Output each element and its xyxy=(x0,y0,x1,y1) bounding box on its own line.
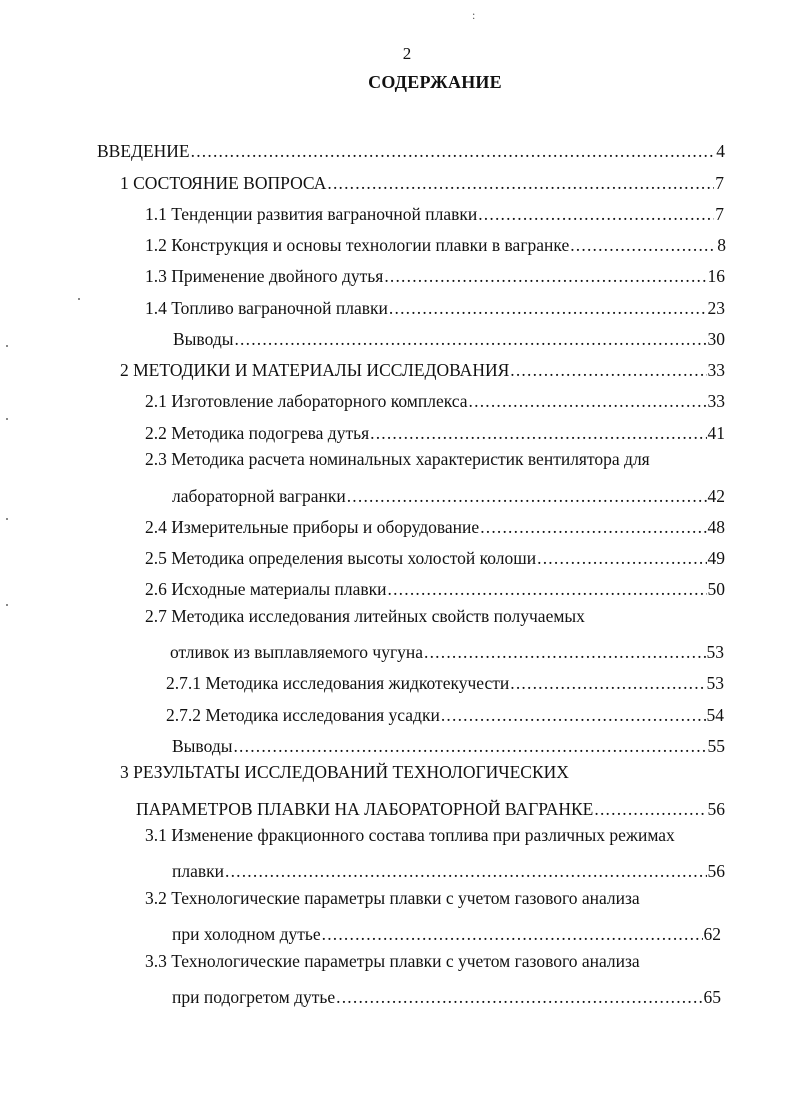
toc-entry-2-5: 2.5 Методика определения высоты холостой колоши ..... 49 xyxy=(145,543,725,569)
stray-mark: : xyxy=(472,8,476,22)
scan-speck xyxy=(6,418,8,420)
toc-entry-3-1: 3.1 Изменение фракционного состава топлива при различных режимах xyxy=(145,825,675,845)
toc-entry-3-1-cont: плавки ..... 56 xyxy=(172,856,725,882)
toc-entry-introduction: ВВЕДЕНИЕ ..... 4 xyxy=(97,136,725,162)
toc-entry-2-4: 2.4 Измерительные приборы и оборудование ..... 48 xyxy=(145,512,725,538)
toc-entry-3-3: 3.3 Технологические параметры плавки с учетом газового анализа xyxy=(145,951,640,971)
toc-entry-chapter-2: 2 МЕТОДИКИ И МАТЕРИАЛЫ ИССЛЕДОВАНИЯ ..... 33 xyxy=(120,355,725,381)
toc-entry-2-7-2: 2.7.2 Методика исследования усадки ..... 54 xyxy=(166,700,724,726)
page-title: СОДЕРЖАНИЕ xyxy=(368,72,502,92)
toc-entry-chapter-3: 3 РЕЗУЛЬТАТЫ ИССЛЕДОВАНИЙ ТЕХНОЛОГИЧЕСКИХ xyxy=(120,762,569,782)
toc-entry-1-4: 1.4 Топливо ваграночной плавки ..... 23 xyxy=(145,293,725,319)
toc-entry-1-3: 1.3 Применение двойного дутья ..... 16 xyxy=(145,261,725,287)
toc-entry-1-1: 1.1 Тенденции развития ваграночной плавки ..... 7 xyxy=(145,199,724,225)
toc-entry-conclusions-2: Выводы ..... 55 xyxy=(172,731,725,757)
toc-entry-3-2-cont: при холодном дутье ..... 62 xyxy=(172,919,721,945)
toc-entry-chapter-1: 1 СОСТОЯНИЕ ВОПРОСА ..... 7 xyxy=(120,168,724,194)
toc-entry-2-7: 2.7 Методика исследования литейных свойств получаемых xyxy=(145,606,585,626)
scan-speck xyxy=(6,345,8,347)
toc-entry-conclusions-1: Выводы ..... 30 xyxy=(173,324,725,350)
toc-entry-2-6: 2.6 Исходные материалы плавки ..... 50 xyxy=(145,574,725,600)
toc-entry-2-3-cont: лабораторной вагранки ..... 42 xyxy=(172,481,725,507)
toc-entry-2-2: 2.2 Методика подогрева дутья ..... 41 xyxy=(145,418,725,444)
toc-entry-3-3-cont: при подогретом дутье ..... 65 xyxy=(172,982,721,1008)
toc-entry-1-2: 1.2 Конструкция и основы технологии плавки в вагранке ..... 8 xyxy=(145,230,726,256)
scan-speck xyxy=(78,298,80,300)
page-number: 2 xyxy=(402,44,412,63)
toc-entry-2-3: 2.3 Методика расчета номинальных характеристик вентилятора для xyxy=(145,449,650,469)
toc-entry-chapter-3-cont: ПАРАМЕТРОВ ПЛАВКИ НА ЛАБОРАТОРНОЙ ВАГРАНКЕ ..... 56 xyxy=(136,794,725,820)
toc-entry-2-1: 2.1 Изготовление лабораторного комплекса ..... 33 xyxy=(145,386,725,412)
scan-speck xyxy=(6,604,8,606)
toc-entry-2-7-cont: отливок из выплавляемого чугуна ..... 53 xyxy=(170,637,724,663)
toc-entry-3-2: 3.2 Технологические параметры плавки с учетом газового анализа xyxy=(145,888,640,908)
scan-speck xyxy=(6,518,8,520)
toc-entry-2-7-1: 2.7.1 Методика исследования жидкотекучести ..... 53 xyxy=(166,668,724,694)
